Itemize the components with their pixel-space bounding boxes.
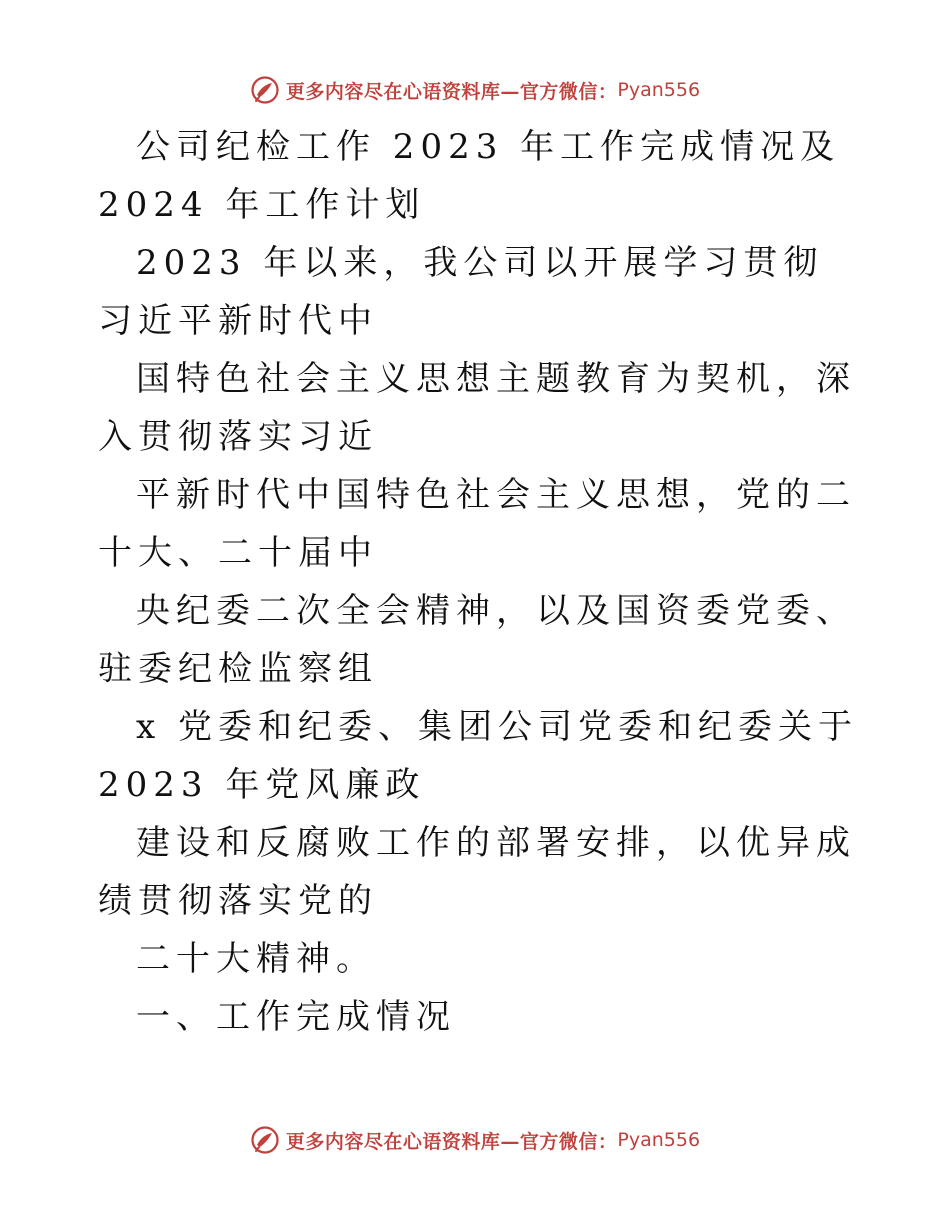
footer-watermark-banner [0, 1122, 950, 1158]
paragraph: x 党委和纪委、集团公司党委和纪委关于 2023 年党风廉政 [98, 707, 858, 805]
paragraph: 2023 年以来，我公司以开展学习贯彻习近平新时代中 [98, 243, 824, 341]
pen-logo-icon [250, 1125, 280, 1155]
pen-logo-icon [250, 75, 280, 105]
banner-contact: Pyan556 [617, 79, 701, 101]
paragraph: 国特色社会主义思想主题教育为契机，深入贯彻落实习近 [98, 359, 856, 457]
paragraph: 建设和反腐败工作的部署安排，以优异成绩贯彻落实党的 [98, 823, 856, 921]
header-watermark-banner [0, 72, 950, 108]
banner-contact: Pyan556 [617, 1129, 701, 1151]
section-heading: 一、工作完成情况 [136, 997, 456, 1037]
paragraph: 二十大精神。 [136, 939, 376, 979]
paragraph: 平新时代中国特色社会主义思想，党的二十大、二十届中 [98, 475, 856, 573]
document-title: 公司纪检工作 2023 年工作完成情况及 2024 年工作计划 [98, 127, 841, 225]
banner-text: 更多内容尽在心语资料库—官方微信： [285, 80, 618, 103]
document-body [98, 118, 858, 1046]
banner-text: 更多内容尽在心语资料库—官方微信： [285, 1130, 618, 1153]
paragraph: 央纪委二次全会精神，以及国资委党委、驻委纪检监察组 [98, 591, 856, 689]
